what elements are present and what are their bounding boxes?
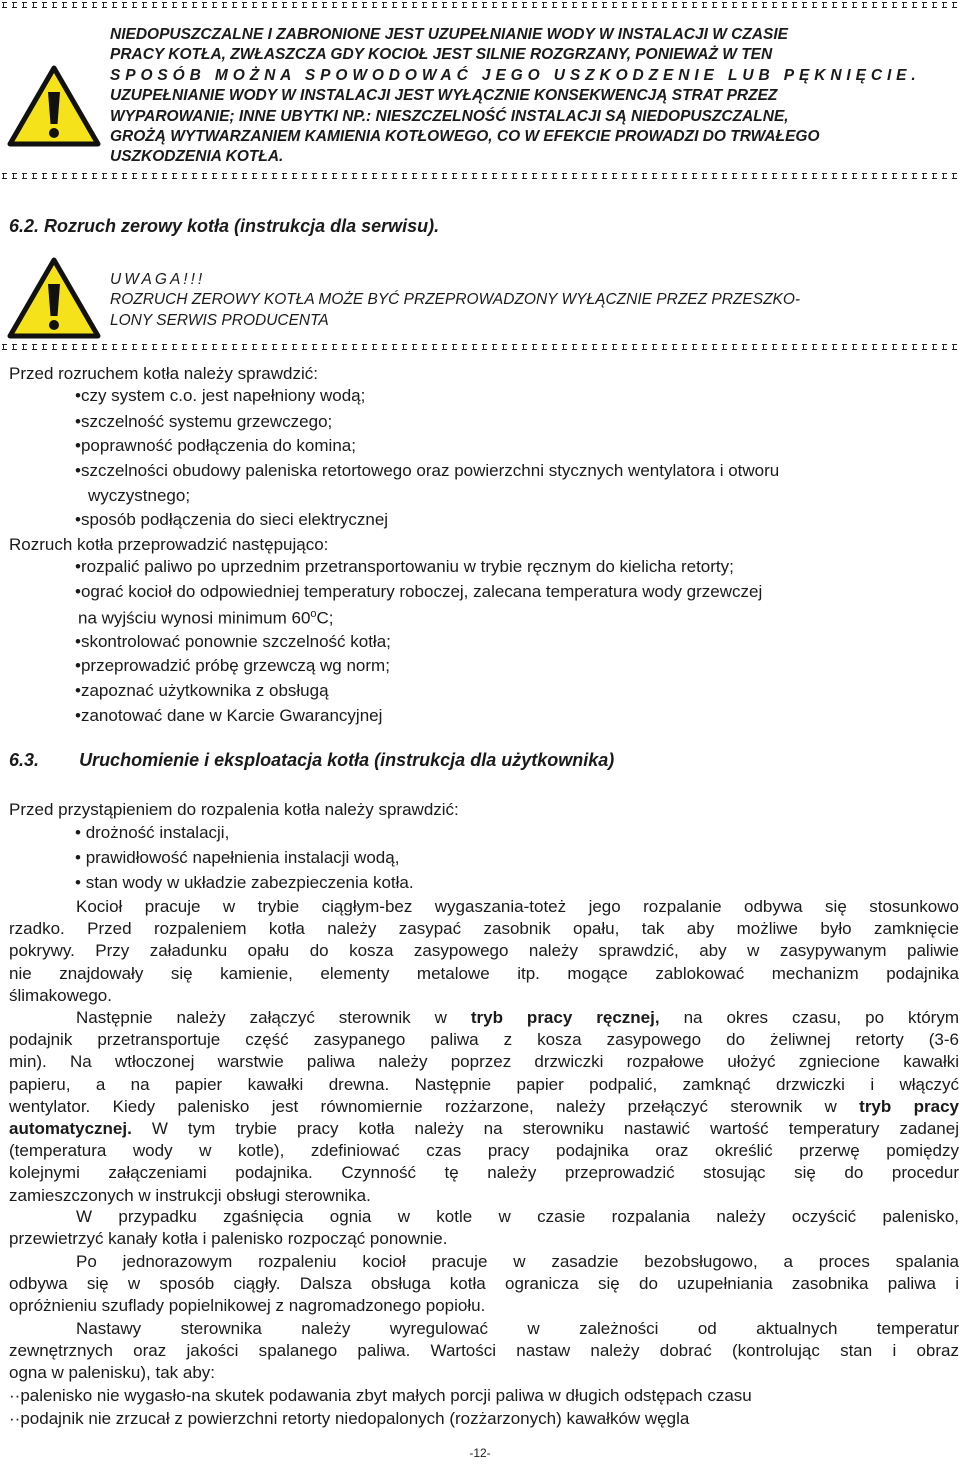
warning-line: PRACY KOTŁA, ZWŁASZCZA GDY KOCIOŁ JEST SILNIE ROZGRZANY, PONIEWAŻ W TEN [110,46,773,64]
list-item: ··podajnik nie zrzucał z powierzchni retorty niedopalonych (rozżarzonych) kawałków węgla [9,1409,690,1428]
paragraph: Następnie należy załączyć sterownik w tryb pracy ręcznej, na okres czasu, po którym podajnik przetransportuje część zasypanego paliwa z kosza zasypowego do żeliwnej retorty (3-6 min). Na wtłoczonej warstwie paliwa należy poprzez drzwiczki rozpałowe ułożyć zgniecione kawałki papieru, a na papier kawałki drewna. Następnie papier podpalić, zamknąć drzwiczki i włączyć wentylator. Kiedy palenisko jest równomiernie rozżarzone, należy przełączyć sterownik w tryb pracy automatycznej. W tym trybie pracy kotła należy na sterowniku nastawić wartość temperatury zadanej (temperatura wody w kotle), zdefiniować czas pracy podajnika oraz określić przerwę pomiędzy kolejnymi załączeniami podajnika. Czynność tę należy przeprowadzić stosując się do procedur zamieszczonych w instrukcji obsługi sterownika. [9,1008,960,1205]
list-item-continued: na wyjściu wynosi minimum 60$^o$C; [78,608,334,628]
list-item: • prawidłowość napełnienia instalacji wodą, [75,848,400,867]
warning-line: NIEDOPUSZCZALNE I ZABRONIONE JEST UZUPEŁNIANIE WODY W INSTALACJI W CZASIE [110,26,789,43]
paragraph: Kocioł pracuje w trybie ciągłym-bez wygaszania-toteż jego rozpalanie odbywa się stosunkowo rzadko. Przed rozpaleniem kotła należy zasypać zasobnik opału, tak aby możliwe było zamknięcie pokrywy. Przy załadunku opału do kosza zasypowego należy sprawdzić, aby w zasypywanym paliwie nie znajdowały się kamienie, elementy metalowe itp. mogące zablokować mechanizm podajnika ślimakowego. [9,897,959,1005]
warning-line: LONY SERWIS PRODUCENTA [110,311,329,329]
warning-triangle-icon [6,64,102,148]
warning-line: WYPAROWANIE; INNE UBYTKI NP.: NIESZCZELNOŚĆ INSTALACJI SĄ NIEDOPUSZCZALNE, [110,107,789,125]
warning-line: USZKODZENIA KOTŁA. [110,148,284,166]
paragraph: Po jednorazowym rozpaleniu kocioł pracuje w zasadzie bezobsługowo, a proces spalania odbywa się w sposób ciągły. Dalsza obsługa kotła ogranicza się do uzupełniania zasobnika paliwa i opróżnieniu szuflady popielnikowej z nagromadzonego popiołu. [9,1252,959,1316]
list-item: •skontrolować ponownie szczelność kotła; [75,632,391,651]
dotted-divider [0,2,960,8]
dotted-divider [0,173,960,179]
list-item: •przeprowadzić próbę grzewczą wg norm; [75,656,390,675]
warning-top-text [110,25,921,168]
warning-title: UWAGA!!! [110,271,206,288]
warning-service-text [110,270,800,331]
list-item: •rozpalić paliwo po uprzednim przetransportowaniu w trybie ręcznym do kielicha retorty; [75,557,734,576]
warning-line: UZUPEŁNIANIE WODY W INSTALACJI JEST WYŁĄCZNIE KONSEKWENCJĄ STRAT PRZEZ [110,87,778,105]
section-heading-6-3: 6.3. Uruchomienie i eksploatacja kotła (instrukcja dla użytkownika) [9,750,615,770]
list-item: • stan wody w układzie zabezpieczenia kotła. [75,873,414,892]
warning-line: ROZRUCH ZEROWY KOTŁA MOŻE BYĆ PRZEPROWADZONY WYŁĄCZNIE PRZEZ PRZESZKO- [110,291,801,309]
paragraph: Nastawy sterownika należy wyregulować w zależności od aktualnych temperatur zewnętrznych oraz jakości spalanego paliwa. Wartości nastaw należy dobrać (kontrolując stan i obraz ogna w palenisku), tak aby: [9,1319,959,1383]
dotted-divider [0,344,960,350]
section-heading-6-2: 6.2. Rozruch zerowy kotła (instrukcja dla serwisu). [9,216,440,236]
list-item: •poprawność podłączenia do komina; [75,436,356,455]
list-item: •szczelności obudowy paleniska retortowego oraz powierzchni stycznych wentylatora i otworu [75,461,780,480]
user-check-intro: Przed przystąpieniem do rozpalenia kotła należy sprawdzić: [9,800,459,819]
warning-line: SPOSÓB MOŻNA SPOWODOWAĆ JEGO USZKODZENIE LUB PĘKNIĘCIE. [110,66,921,84]
paragraph: W przypadku zgaśnięcia ognia w kotle w czasie rozpalania należy oczyścić palenisko, przewietrzyć kanały kotła i palenisko rozpocząć ponownie. [9,1207,959,1249]
list-item: •zapoznać użytkownika z obsługą [75,681,329,700]
list-item: •szczelność systemu grzewczego; [75,412,333,431]
list-item-continued: wyczystnego; [88,486,191,505]
list-item: •sposób podłączenia do sieci elektrycznej [75,510,389,529]
list-item: •ograć kocioł do odpowiedniej temperatury roboczej, zalecana temperatura wody grzewczej [75,582,763,601]
check-before-intro: Przed rozruchem kotła należy sprawdzić: [9,364,318,383]
warning-triangle-icon [6,256,102,340]
warning-line: GROŻĄ WYTWARZANIEM KAMIENIA KOTŁOWEGO, CO W EFEKCIE PROWADZI DO TRWAŁEGO [110,128,820,146]
startup-intro: Rozruch kotła przeprowadzić następująco: [9,535,329,554]
list-item: • drożność instalacji, [75,823,230,842]
list-item: ··palenisko nie wygasło-na skutek podawania zbyt małych porcji paliwa w długich odstępach czasu [9,1386,752,1405]
list-item: •zanotować dane w Karcie Gwarancyjnej [75,706,383,725]
page-number: -12- [469,1446,491,1460]
list-item: •czy system c.o. jest napełniony wodą; [75,386,366,405]
